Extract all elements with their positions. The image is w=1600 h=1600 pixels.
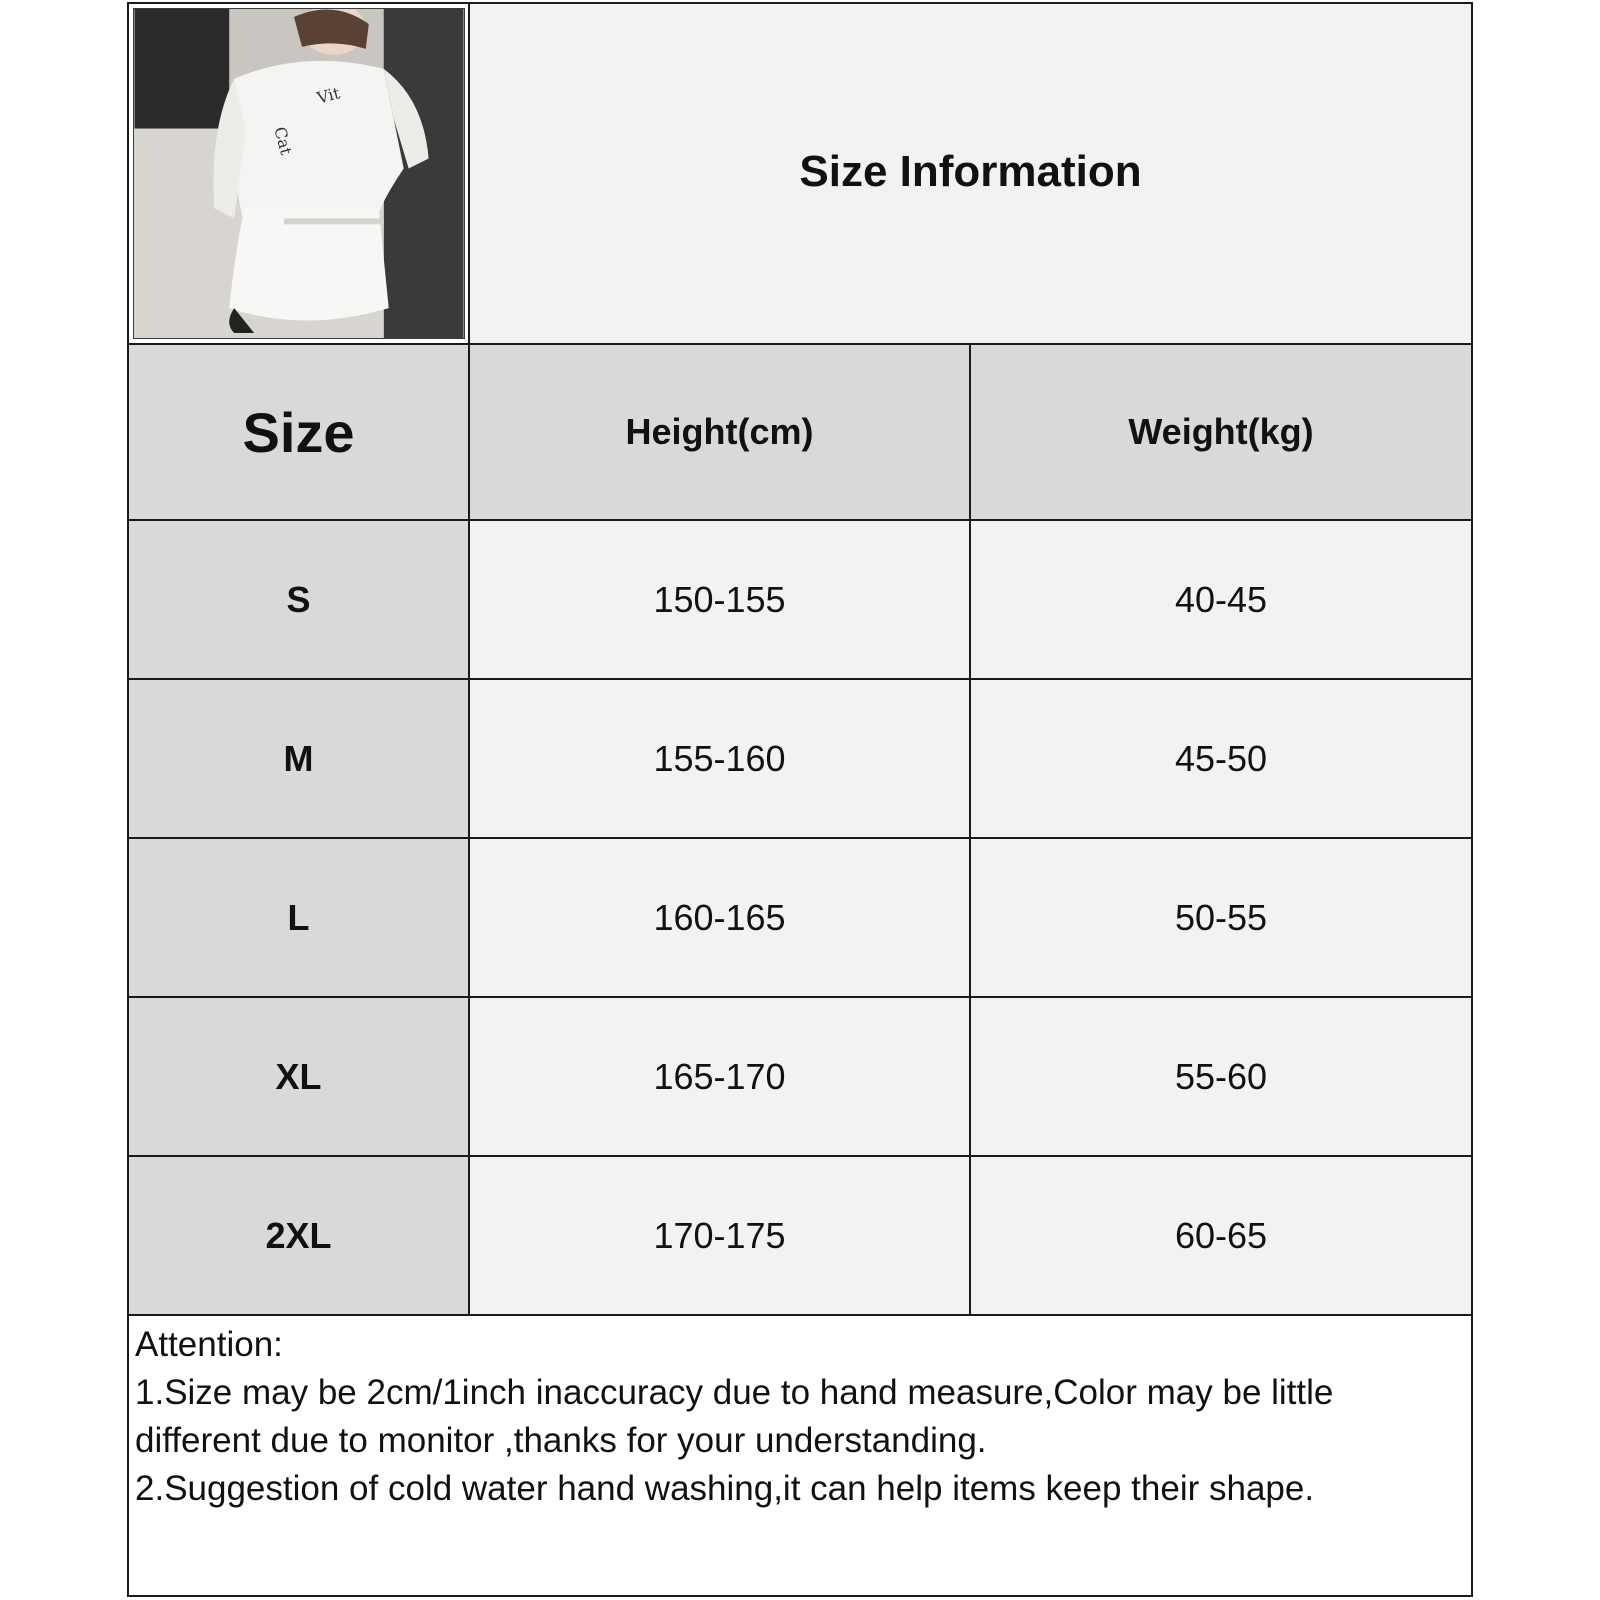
- size-value: XL: [275, 1055, 322, 1097]
- header-weight-label: Weight(kg): [1128, 411, 1314, 452]
- size-value: M: [283, 737, 314, 779]
- height-value: 170-175: [653, 1214, 786, 1256]
- height-cell: [470, 680, 971, 837]
- header-height: [470, 345, 971, 519]
- weight-cell: [971, 839, 1471, 996]
- table-row: [129, 839, 1471, 998]
- weight-value: 60-65: [1174, 1214, 1268, 1256]
- weight-cell: [971, 521, 1471, 678]
- weight-value: 45-50: [1174, 737, 1268, 779]
- header-size-label: Size: [242, 400, 355, 464]
- table-row: [129, 998, 1471, 1157]
- page-title: Size Information: [799, 146, 1142, 196]
- height-cell: [470, 998, 971, 1155]
- header-size: [129, 345, 470, 519]
- size-table: [129, 343, 1471, 1316]
- weight-cell: [971, 1157, 1471, 1314]
- table-header-row: [129, 345, 1471, 521]
- size-cell: [129, 680, 470, 837]
- weight-cell: [971, 680, 1471, 837]
- size-cell: [129, 1157, 470, 1314]
- table-row: [129, 680, 1471, 839]
- height-value: 160-165: [653, 896, 786, 938]
- size-cell: [129, 521, 470, 678]
- attention-notes: [129, 1315, 1471, 1513]
- notes-line-2: 2.Suggestion of cold water hand washing,it can help items keep their shape.: [135, 1469, 1315, 1508]
- table-row: [129, 1157, 1471, 1316]
- size-value: S: [286, 578, 311, 620]
- product-photo: [133, 8, 465, 339]
- header-height-label: Height(cm): [625, 411, 814, 452]
- weight-value: 50-55: [1174, 896, 1268, 938]
- table-row: [129, 521, 1471, 680]
- size-value: L: [287, 896, 310, 938]
- height-value: 150-155: [653, 578, 786, 620]
- notes-line-1: 1.Size may be 2cm/1inch inaccuracy due to hand measure,Color may be little different due to monitor ,thanks for your understanding.: [135, 1373, 1334, 1460]
- weight-value: 55-60: [1174, 1055, 1268, 1097]
- height-cell: [470, 1157, 971, 1314]
- size-value: 2XL: [265, 1214, 332, 1256]
- height-cell: [470, 521, 971, 678]
- header-weight: [971, 345, 1471, 519]
- height-value: 165-170: [653, 1055, 786, 1097]
- height-cell: [470, 839, 971, 996]
- product-photo-image: [134, 9, 464, 338]
- svg-text:Vit: Vit: [315, 83, 342, 108]
- weight-value: 40-45: [1174, 578, 1268, 620]
- size-chart: [127, 2, 1473, 1597]
- svg-text:Cat: Cat: [270, 124, 296, 157]
- weight-cell: [971, 998, 1471, 1155]
- size-cell: [129, 998, 470, 1155]
- title-cell: [468, 4, 1471, 343]
- notes-heading: Attention:: [135, 1325, 283, 1364]
- height-value: 155-160: [653, 737, 786, 779]
- size-cell: [129, 839, 470, 996]
